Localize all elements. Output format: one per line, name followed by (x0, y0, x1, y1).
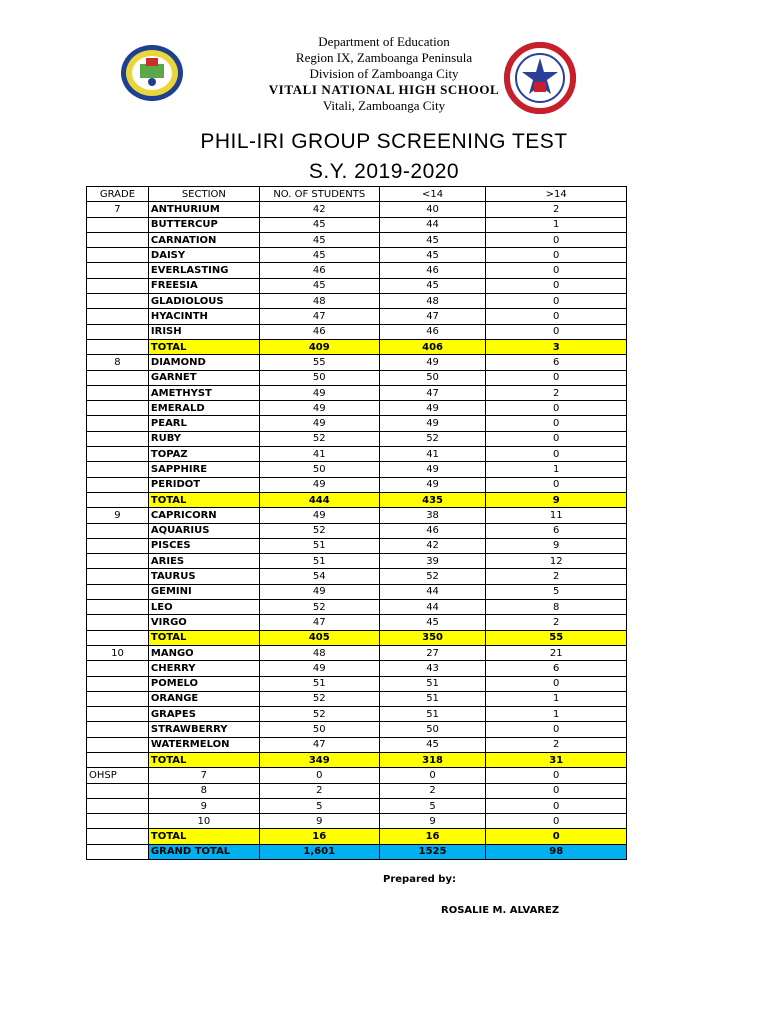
below-14-cell: 45 (379, 278, 486, 293)
total-row (87, 492, 627, 507)
grade-cell: 8 (87, 355, 149, 370)
below-14-cell: 47 (379, 309, 486, 324)
above-14-cell: 5 (486, 584, 627, 599)
table-row (87, 523, 627, 538)
table-row (87, 737, 627, 752)
grade-cell (87, 477, 149, 492)
below-14-cell: 41 (379, 447, 486, 462)
students-cell: 52 (259, 691, 379, 706)
grade-cell (87, 752, 149, 767)
above-14-cell: 2 (486, 385, 627, 400)
section-cell: ORANGE (148, 691, 259, 706)
below-14-cell: 27 (379, 645, 486, 660)
grade-cell (87, 569, 149, 584)
below-14-cell: 39 (379, 554, 486, 569)
grade-cell: OHSP (87, 768, 149, 783)
above-14-cell: 1 (486, 462, 627, 477)
table-row (87, 217, 627, 232)
grade-cell (87, 538, 149, 553)
section-cell: CARNATION (148, 232, 259, 247)
students-cell: 2 (259, 783, 379, 798)
students-cell: 349 (259, 752, 379, 767)
below-14-cell: 16 (379, 829, 486, 844)
school-name: VITALI NATIONAL HIGH SCHOOL (268, 82, 500, 97)
grade-cell (87, 217, 149, 232)
grade-cell (87, 691, 149, 706)
table-row (87, 324, 627, 339)
above-14-cell: 6 (486, 523, 627, 538)
table-row (87, 447, 627, 462)
above-14-cell: 0 (486, 798, 627, 813)
below-14-cell: 9 (379, 814, 486, 829)
section-cell: GRAND TOTAL (148, 844, 259, 859)
students-cell: 50 (259, 462, 379, 477)
grade-cell (87, 722, 149, 737)
below-14-cell: 406 (379, 339, 486, 354)
section-cell: PERIDOT (148, 477, 259, 492)
grade-cell (87, 798, 149, 813)
students-cell: 47 (259, 615, 379, 630)
students-cell: 45 (259, 217, 379, 232)
above-14-cell: 1 (486, 707, 627, 722)
students-cell: 50 (259, 722, 379, 737)
grade-cell (87, 385, 149, 400)
grade-cell (87, 431, 149, 446)
grade-cell (87, 324, 149, 339)
students-cell: 49 (259, 661, 379, 676)
grade-cell (87, 447, 149, 462)
above-14-cell: 11 (486, 508, 627, 523)
above-14-cell: 0 (486, 248, 627, 263)
students-cell: 42 (259, 202, 379, 217)
below-14-cell: 45 (379, 737, 486, 752)
table-row (87, 569, 627, 584)
above-14-cell: 9 (486, 492, 627, 507)
section-cell: STRAWBERRY (148, 722, 259, 737)
section-cell: POMELO (148, 676, 259, 691)
total-row (87, 339, 627, 354)
total-row (87, 829, 627, 844)
students-cell: 55 (259, 355, 379, 370)
below-14-cell: 50 (379, 370, 486, 385)
below-14-cell: 38 (379, 508, 486, 523)
below-14-cell: 49 (379, 401, 486, 416)
section-cell: EMERALD (148, 401, 259, 416)
students-cell: 47 (259, 309, 379, 324)
table-row (87, 554, 627, 569)
table-row (87, 707, 627, 722)
table-row (87, 309, 627, 324)
table-row (87, 278, 627, 293)
below-14-cell: 318 (379, 752, 486, 767)
section-cell: TOTAL (148, 339, 259, 354)
above-14-cell: 2 (486, 737, 627, 752)
grade-cell (87, 844, 149, 859)
grand-total-row (87, 844, 627, 859)
below-14-cell: 51 (379, 676, 486, 691)
above-14-cell: 1 (486, 691, 627, 706)
below-14-cell: 350 (379, 630, 486, 645)
students-cell: 49 (259, 477, 379, 492)
above-14-cell: 0 (486, 324, 627, 339)
header-above-14: >14 (486, 187, 627, 202)
students-cell: 49 (259, 508, 379, 523)
section-cell: PISCES (148, 538, 259, 553)
above-14-cell: 8 (486, 600, 627, 615)
above-14-cell: 0 (486, 294, 627, 309)
grade-cell (87, 462, 149, 477)
below-14-cell: 40 (379, 202, 486, 217)
students-cell: 48 (259, 294, 379, 309)
students-cell: 52 (259, 431, 379, 446)
below-14-cell: 52 (379, 431, 486, 446)
section-cell: LEO (148, 600, 259, 615)
above-14-cell: 0 (486, 722, 627, 737)
section-cell: TOPAZ (148, 447, 259, 462)
above-14-cell: 0 (486, 431, 627, 446)
section-cell: WATERMELON (148, 737, 259, 752)
grade-cell (87, 707, 149, 722)
section-cell: TAURUS (148, 569, 259, 584)
below-14-cell: 45 (379, 232, 486, 247)
table-row (87, 202, 627, 217)
above-14-cell: 0 (486, 676, 627, 691)
table-row (87, 263, 627, 278)
grade-cell (87, 783, 149, 798)
grade-cell (87, 814, 149, 829)
above-14-cell: 6 (486, 355, 627, 370)
below-14-cell: 2 (379, 783, 486, 798)
below-14-cell: 44 (379, 217, 486, 232)
table-row (87, 232, 627, 247)
below-14-cell: 43 (379, 661, 486, 676)
students-cell: 45 (259, 248, 379, 263)
below-14-cell: 51 (379, 707, 486, 722)
students-cell: 41 (259, 447, 379, 462)
above-14-cell: 0 (486, 829, 627, 844)
below-14-cell: 49 (379, 355, 486, 370)
grade-cell (87, 737, 149, 752)
letterhead (0, 34, 768, 114)
grade-cell (87, 232, 149, 247)
students-cell: 49 (259, 584, 379, 599)
above-14-cell: 3 (486, 339, 627, 354)
above-14-cell: 0 (486, 783, 627, 798)
above-14-cell: 0 (486, 263, 627, 278)
table-row (87, 600, 627, 615)
above-14-cell: 0 (486, 278, 627, 293)
table-row (87, 676, 627, 691)
section-cell: TOTAL (148, 829, 259, 844)
below-14-cell: 48 (379, 294, 486, 309)
section-cell: ANTHURIUM (148, 202, 259, 217)
students-cell: 52 (259, 707, 379, 722)
table-row (87, 783, 627, 798)
section-cell: ARIES (148, 554, 259, 569)
header-students: NO. OF STUDENTS (259, 187, 379, 202)
below-14-cell: 49 (379, 477, 486, 492)
above-14-cell: 2 (486, 615, 627, 630)
students-cell: 9 (259, 814, 379, 829)
students-cell: 46 (259, 324, 379, 339)
above-14-cell: 0 (486, 814, 627, 829)
section-cell: FREESIA (148, 278, 259, 293)
students-cell: 409 (259, 339, 379, 354)
students-cell: 49 (259, 385, 379, 400)
grade-cell (87, 370, 149, 385)
table-row (87, 508, 627, 523)
section-cell: SAPPHIRE (148, 462, 259, 477)
grade-cell (87, 401, 149, 416)
grade-cell (87, 294, 149, 309)
above-14-cell: 0 (486, 370, 627, 385)
section-cell: 10 (148, 814, 259, 829)
table-header-row (87, 187, 627, 202)
students-cell: 47 (259, 737, 379, 752)
students-cell: 1,601 (259, 844, 379, 859)
table-row (87, 401, 627, 416)
section-cell: 7 (148, 768, 259, 783)
section-cell: DIAMOND (148, 355, 259, 370)
above-14-cell: 6 (486, 661, 627, 676)
students-cell: 51 (259, 676, 379, 691)
section-cell: VIRGO (148, 615, 259, 630)
above-14-cell: 21 (486, 645, 627, 660)
below-14-cell: 45 (379, 248, 486, 263)
section-cell: TOTAL (148, 752, 259, 767)
above-14-cell: 31 (486, 752, 627, 767)
table-row (87, 661, 627, 676)
above-14-cell: 9 (486, 538, 627, 553)
grade-cell (87, 278, 149, 293)
division-name: Division of Zamboanga City (309, 66, 459, 81)
grade-cell (87, 630, 149, 645)
below-14-cell: 47 (379, 385, 486, 400)
header-below-14: <14 (379, 187, 486, 202)
students-cell: 16 (259, 829, 379, 844)
above-14-cell: 0 (486, 309, 627, 324)
header-section: SECTION (148, 187, 259, 202)
grade-cell: 7 (87, 202, 149, 217)
table-row (87, 370, 627, 385)
students-cell: 49 (259, 401, 379, 416)
grade-cell (87, 416, 149, 431)
below-14-cell: 49 (379, 416, 486, 431)
table-row (87, 691, 627, 706)
section-cell: CHERRY (148, 661, 259, 676)
above-14-cell: 0 (486, 232, 627, 247)
region-name: Region IX, Zamboanga Peninsula (295, 50, 473, 65)
table-row (87, 248, 627, 263)
students-cell: 54 (259, 569, 379, 584)
section-cell: RUBY (148, 431, 259, 446)
above-14-cell: 0 (486, 401, 627, 416)
students-cell: 48 (259, 645, 379, 660)
table-row (87, 768, 627, 783)
below-14-cell: 435 (379, 492, 486, 507)
below-14-cell: 51 (379, 691, 486, 706)
section-cell: HYACINTH (148, 309, 259, 324)
grade-cell (87, 615, 149, 630)
above-14-cell: 0 (486, 477, 627, 492)
grade-cell (87, 492, 149, 507)
section-cell: GLADIOLOUS (148, 294, 259, 309)
section-cell: DAISY (148, 248, 259, 263)
above-14-cell: 12 (486, 554, 627, 569)
table-row (87, 584, 627, 599)
grade-cell (87, 661, 149, 676)
students-cell: 46 (259, 263, 379, 278)
section-cell: IRISH (148, 324, 259, 339)
above-14-cell: 0 (486, 768, 627, 783)
grade-cell (87, 600, 149, 615)
section-cell: GARNET (148, 370, 259, 385)
students-cell: 49 (259, 416, 379, 431)
section-cell: AQUARIUS (148, 523, 259, 538)
section-cell: MANGO (148, 645, 259, 660)
section-cell: AMETHYST (148, 385, 259, 400)
below-14-cell: 46 (379, 324, 486, 339)
below-14-cell: 0 (379, 768, 486, 783)
screening-table (86, 186, 627, 860)
students-cell: 51 (259, 554, 379, 569)
grade-cell (87, 584, 149, 599)
students-cell: 50 (259, 370, 379, 385)
grade-cell (87, 523, 149, 538)
above-14-cell: 2 (486, 569, 627, 584)
table-row (87, 722, 627, 737)
students-cell: 444 (259, 492, 379, 507)
below-14-cell: 45 (379, 615, 486, 630)
table-row (87, 294, 627, 309)
below-14-cell: 44 (379, 600, 486, 615)
table-row (87, 814, 627, 829)
section-cell: 9 (148, 798, 259, 813)
table-row (87, 385, 627, 400)
table-row (87, 645, 627, 660)
grade-cell: 9 (87, 508, 149, 523)
section-cell: 8 (148, 783, 259, 798)
below-14-cell: 1525 (379, 844, 486, 859)
preparer-name: ROSALIE M. ALVAREZ (441, 905, 560, 916)
below-14-cell: 50 (379, 722, 486, 737)
students-cell: 5 (259, 798, 379, 813)
below-14-cell: 46 (379, 523, 486, 538)
table-row (87, 416, 627, 431)
grade-cell (87, 309, 149, 324)
below-14-cell: 52 (379, 569, 486, 584)
section-cell: PEARL (148, 416, 259, 431)
section-cell: TOTAL (148, 630, 259, 645)
below-14-cell: 5 (379, 798, 486, 813)
table-row (87, 538, 627, 553)
section-cell: GRAPES (148, 707, 259, 722)
page-title: PHIL-IRI GROUP SCREENING TEST (200, 130, 568, 153)
table-row (87, 462, 627, 477)
below-14-cell: 44 (379, 584, 486, 599)
section-cell: EVERLASTING (148, 263, 259, 278)
above-14-cell: 2 (486, 202, 627, 217)
grade-cell (87, 339, 149, 354)
grade-cell (87, 829, 149, 844)
table-row (87, 798, 627, 813)
table-row (87, 477, 627, 492)
above-14-cell: 1 (486, 217, 627, 232)
total-row (87, 752, 627, 767)
below-14-cell: 49 (379, 462, 486, 477)
students-cell: 51 (259, 538, 379, 553)
section-cell: BUTTERCUP (148, 217, 259, 232)
above-14-cell: 0 (486, 447, 627, 462)
table-row (87, 355, 627, 370)
above-14-cell: 0 (486, 416, 627, 431)
header-grade: GRADE (87, 187, 149, 202)
school-year: S.Y. 2019-2020 (308, 160, 460, 183)
table-row (87, 431, 627, 446)
students-cell: 45 (259, 232, 379, 247)
above-14-cell: 55 (486, 630, 627, 645)
department-name: Department of Education (318, 34, 450, 49)
section-cell: TOTAL (148, 492, 259, 507)
below-14-cell: 42 (379, 538, 486, 553)
section-cell: CAPRICORN (148, 508, 259, 523)
students-cell: 0 (259, 768, 379, 783)
prepared-by-label: Prepared by: (383, 874, 456, 885)
below-14-cell: 46 (379, 263, 486, 278)
grade-cell (87, 554, 149, 569)
total-row (87, 630, 627, 645)
section-cell: GEMINI (148, 584, 259, 599)
above-14-cell: 98 (486, 844, 627, 859)
table-row (87, 615, 627, 630)
students-cell: 405 (259, 630, 379, 645)
grade-cell (87, 248, 149, 263)
students-cell: 52 (259, 600, 379, 615)
grade-cell (87, 263, 149, 278)
grade-cell: 10 (87, 645, 149, 660)
students-cell: 45 (259, 278, 379, 293)
students-cell: 52 (259, 523, 379, 538)
grade-cell (87, 676, 149, 691)
school-address: Vitali, Zamboanga City (322, 98, 446, 113)
